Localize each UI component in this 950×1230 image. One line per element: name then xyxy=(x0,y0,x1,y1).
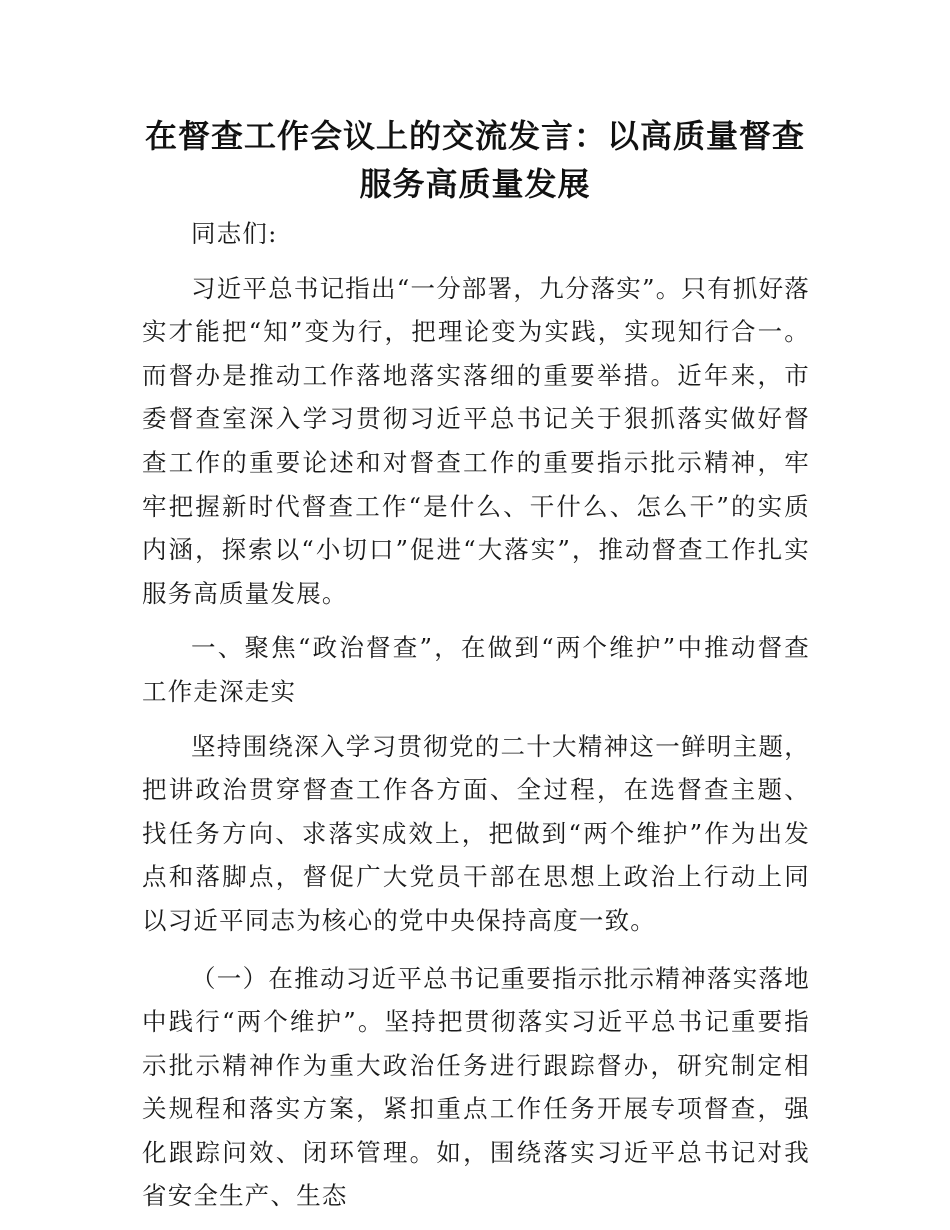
document-title xyxy=(110,112,840,208)
title-line-2: 服务高质量发展 xyxy=(359,165,591,203)
salutation: 同志们: xyxy=(191,219,278,248)
paragraph-section-1: 坚持围绕深入学习贯彻党的二十大精神这一鲜明主题，把讲政治贯穿督查工作各方面、全过程，在选督查主题、找任务方向、求落实成效上，把做到“两个维护”作为出发点和落脚点，督促广大党员干部在思想上政治上行动上同以习近平同志为核心的党中央保持高度一致。 xyxy=(142,731,810,935)
document-body xyxy=(142,212,810,1218)
paragraph-subsection-1: （一）在推动习近平总书记重要指示批示精神落实落地中践行“两个维护”。坚持把贯彻落实习近平总书记重要指示批示精神作为重大政治任务进行跟踪督办，研究制定相关规程和落实方案，紧扣重点工作任务开展专项督查，强化跟踪问效、闭环管理。如，围绕落实习近平总书记对我省安全生产、生态 xyxy=(142,963,810,1211)
paragraph-intro: 习近平总书记指出“一分部署，九分落实”。只有抓好落实才能把“知”变为行，把理论变为实践，实现知行合一。而督办是推动工作落地落实落细的重要举措。近年来，市委督查室深入学习贯彻习近平总书记关于狠抓落实做好督查工作的重要论述和对督查工作的重要指示批示精神，牢牢把握新时代督查工作“是什么、干什么、怎么干”的实质内涵，探索以“小切口”促进“大落实”，推动督查工作扎实服务高质量发展。 xyxy=(142,273,810,608)
section-heading-1: 一、聚焦“政治督查”，在做到“两个维护”中推动督查工作走深走实 xyxy=(142,633,810,706)
title-line-1: 在督查工作会议上的交流发言：以高质量督查 xyxy=(144,117,805,155)
